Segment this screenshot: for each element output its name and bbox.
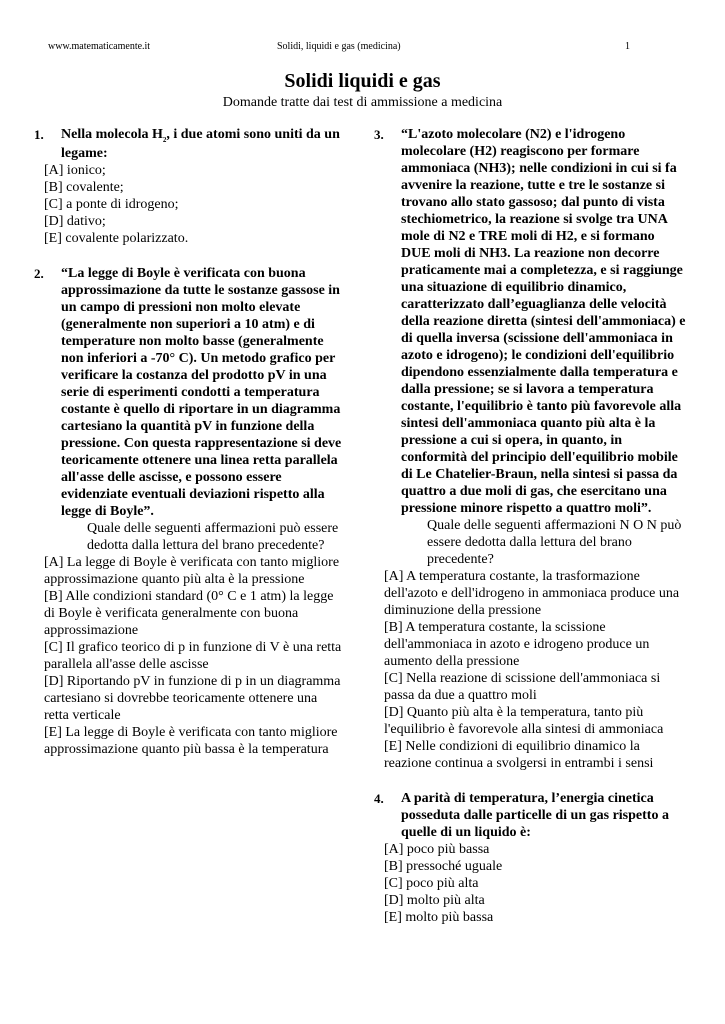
option-b: [B] pressoché uguale: [384, 859, 503, 874]
option-d: [D] dativo;: [44, 214, 106, 229]
page-subtitle: Domande tratte dai test di ammissione a medicina: [222, 95, 503, 110]
question-passage: “L'azoto molecolare (N2) e l'idrogeno molecolare (H2) reagiscono per formare ammoniaca (NH3); nelle condizioni in cui si fa avvenire la reazione, tutte e tre le sostanze si trovano allo stato gassoso; dal punto di vista stechiometrico, la reazione si svolge tra UNA mole di N2 e TRE moli di H2, e si formano DUE moli di NH3. La reazione non decorre praticamente mai a completezza, e si raggiunge una situazione di equilibrio dinamico, caratterizzato dall’eguaglianza delle velocità della reazione diretta (sintesi dell'ammoniaca) e di quella inversa (scissione dell'ammoniaca in azoto e idrogeno); le condizioni dell'equilibrio dipendono essenzialmente dalla temperatura e dalla pressione; se si lavora a temperatura costante, l'equilibrio è tanto più favorevole alla sintesi dell'ammoniaca quanto più alta è la pressione a cui si opera, in quanto, in conformità del principio dell'equilibrio mobile di Le Chatelier-Braun, nella sintesi si passa da quattro a due moli di gas, che esercitano una pressione minore rispetto a quattro moli”.: [401, 127, 686, 516]
option-c: [C] Nella reazione di scissione dell'ammoniaca si passa da due a quattro moli: [384, 671, 661, 703]
option-d: [D] molto più alta: [384, 893, 485, 908]
option-b: [B] A temperatura costante, la scissione dell'ammoniaca in azoto e idrogeno produce un aumento della pressione: [384, 620, 650, 669]
option-a: [A] ionico;: [44, 163, 106, 178]
question-3: [374, 126, 686, 568]
answer-options: [374, 568, 686, 772]
question-number: 4.: [374, 791, 384, 806]
option-a: [A] poco più bassa: [384, 842, 490, 857]
header-doc-title: Solidi, liquidi e gas (medicina): [277, 41, 401, 52]
subscript: 2: [162, 136, 167, 144]
question-text-part: Nella molecola H: [61, 127, 163, 142]
option-e: [E] Nelle condizioni di equilibrio dinamico la reazione continua a svolgersi in entrambi i sensi: [384, 739, 654, 771]
option-d: [D] Quanto più alta è la temperatura, tanto più l'equilibrio è favorevole alla sintesi di ammoniaca: [384, 705, 664, 737]
question-4: [374, 790, 686, 841]
question-prompt: Quale delle seguenti affermazioni può essere dedotta dalla lettura del brano precedente?: [87, 521, 339, 553]
answer-options: [34, 554, 344, 758]
question-number: 1.: [34, 127, 44, 142]
answer-options: [34, 162, 344, 247]
option-a: [A] A temperatura costante, la trasformazione dell'azoto e dell'idrogeno in ammoniaca produce una diminuzione della pressione: [384, 569, 680, 618]
option-c: [C] poco più alta: [384, 876, 479, 891]
option-e: [E] covalente polarizzato.: [44, 231, 189, 246]
question-1: [34, 126, 344, 162]
option-b: [B] Alle condizioni standard (0° C e 1 atm) la legge di Boyle è verificata generalmente con buona approssimazione: [44, 589, 334, 638]
option-e: [E] La legge di Boyle è verificata con tanto migliore approssimazione quanto più bassa è la temperatura: [44, 725, 338, 757]
option-c: [C] Il grafico teorico di p in funzione di V è una retta parallela all'asse delle ascisse: [44, 640, 342, 672]
header-site: www.matematicamente.it: [48, 41, 151, 52]
question-passage: “La legge di Boyle è verificata con buona approssimazione da tutte le sostanze gassose in un campo di pressioni non molto elevate (generalmente non superiori a 10 atm) e di temperature non molto basse (generalmente non inferiori a -70° C). Un metodo grafico per verificare la costanza del prodotto pV in una serie di esperimenti condotti a temperatura costante è quello di riportare in un diagramma cartesiano la quantità pV in funzione della pressione. Con questa rappresentazione si deve teoricamente ottenere una linea retta parallela all'asse delle ascisse, e possono essere evidenziate eventuali deviazioni rispetto alla legge di Boyle”.: [61, 266, 342, 519]
option-e: [E] molto più bassa: [384, 910, 494, 925]
page-title: Solidi liquidi e gas: [284, 70, 441, 92]
right-column: [374, 126, 686, 926]
question-2: [34, 265, 344, 554]
question-text-part: , i due atomi sono uniti da un legame:: [61, 127, 340, 161]
option-c: [C] a ponte di idrogeno;: [44, 197, 179, 212]
option-a: [A] La legge di Boyle è verificata con tanto migliore approssimazione quanto più alta è la pressione: [44, 555, 340, 587]
header-page-number: 1: [625, 41, 630, 52]
option-d: [D] Riportando pV in funzione di p in un diagramma cartesiano si dovrebbe teoricamente ottenere una retta verticale: [44, 674, 341, 723]
option-b: [B] covalente;: [44, 180, 124, 195]
question-prompt: Quale delle seguenti affermazioni N O N può essere dedotta dalla lettura del brano precedente?: [427, 518, 682, 567]
answer-options: [374, 841, 686, 926]
left-column: [34, 126, 344, 758]
question-text: A parità di temperatura, l’energia cinetica posseduta dalle particelle di un gas rispetto a quelle di un liquido è:: [401, 791, 669, 840]
question-number: 2.: [34, 266, 44, 281]
question-number: 3.: [374, 127, 384, 142]
question-text: [61, 126, 344, 162]
